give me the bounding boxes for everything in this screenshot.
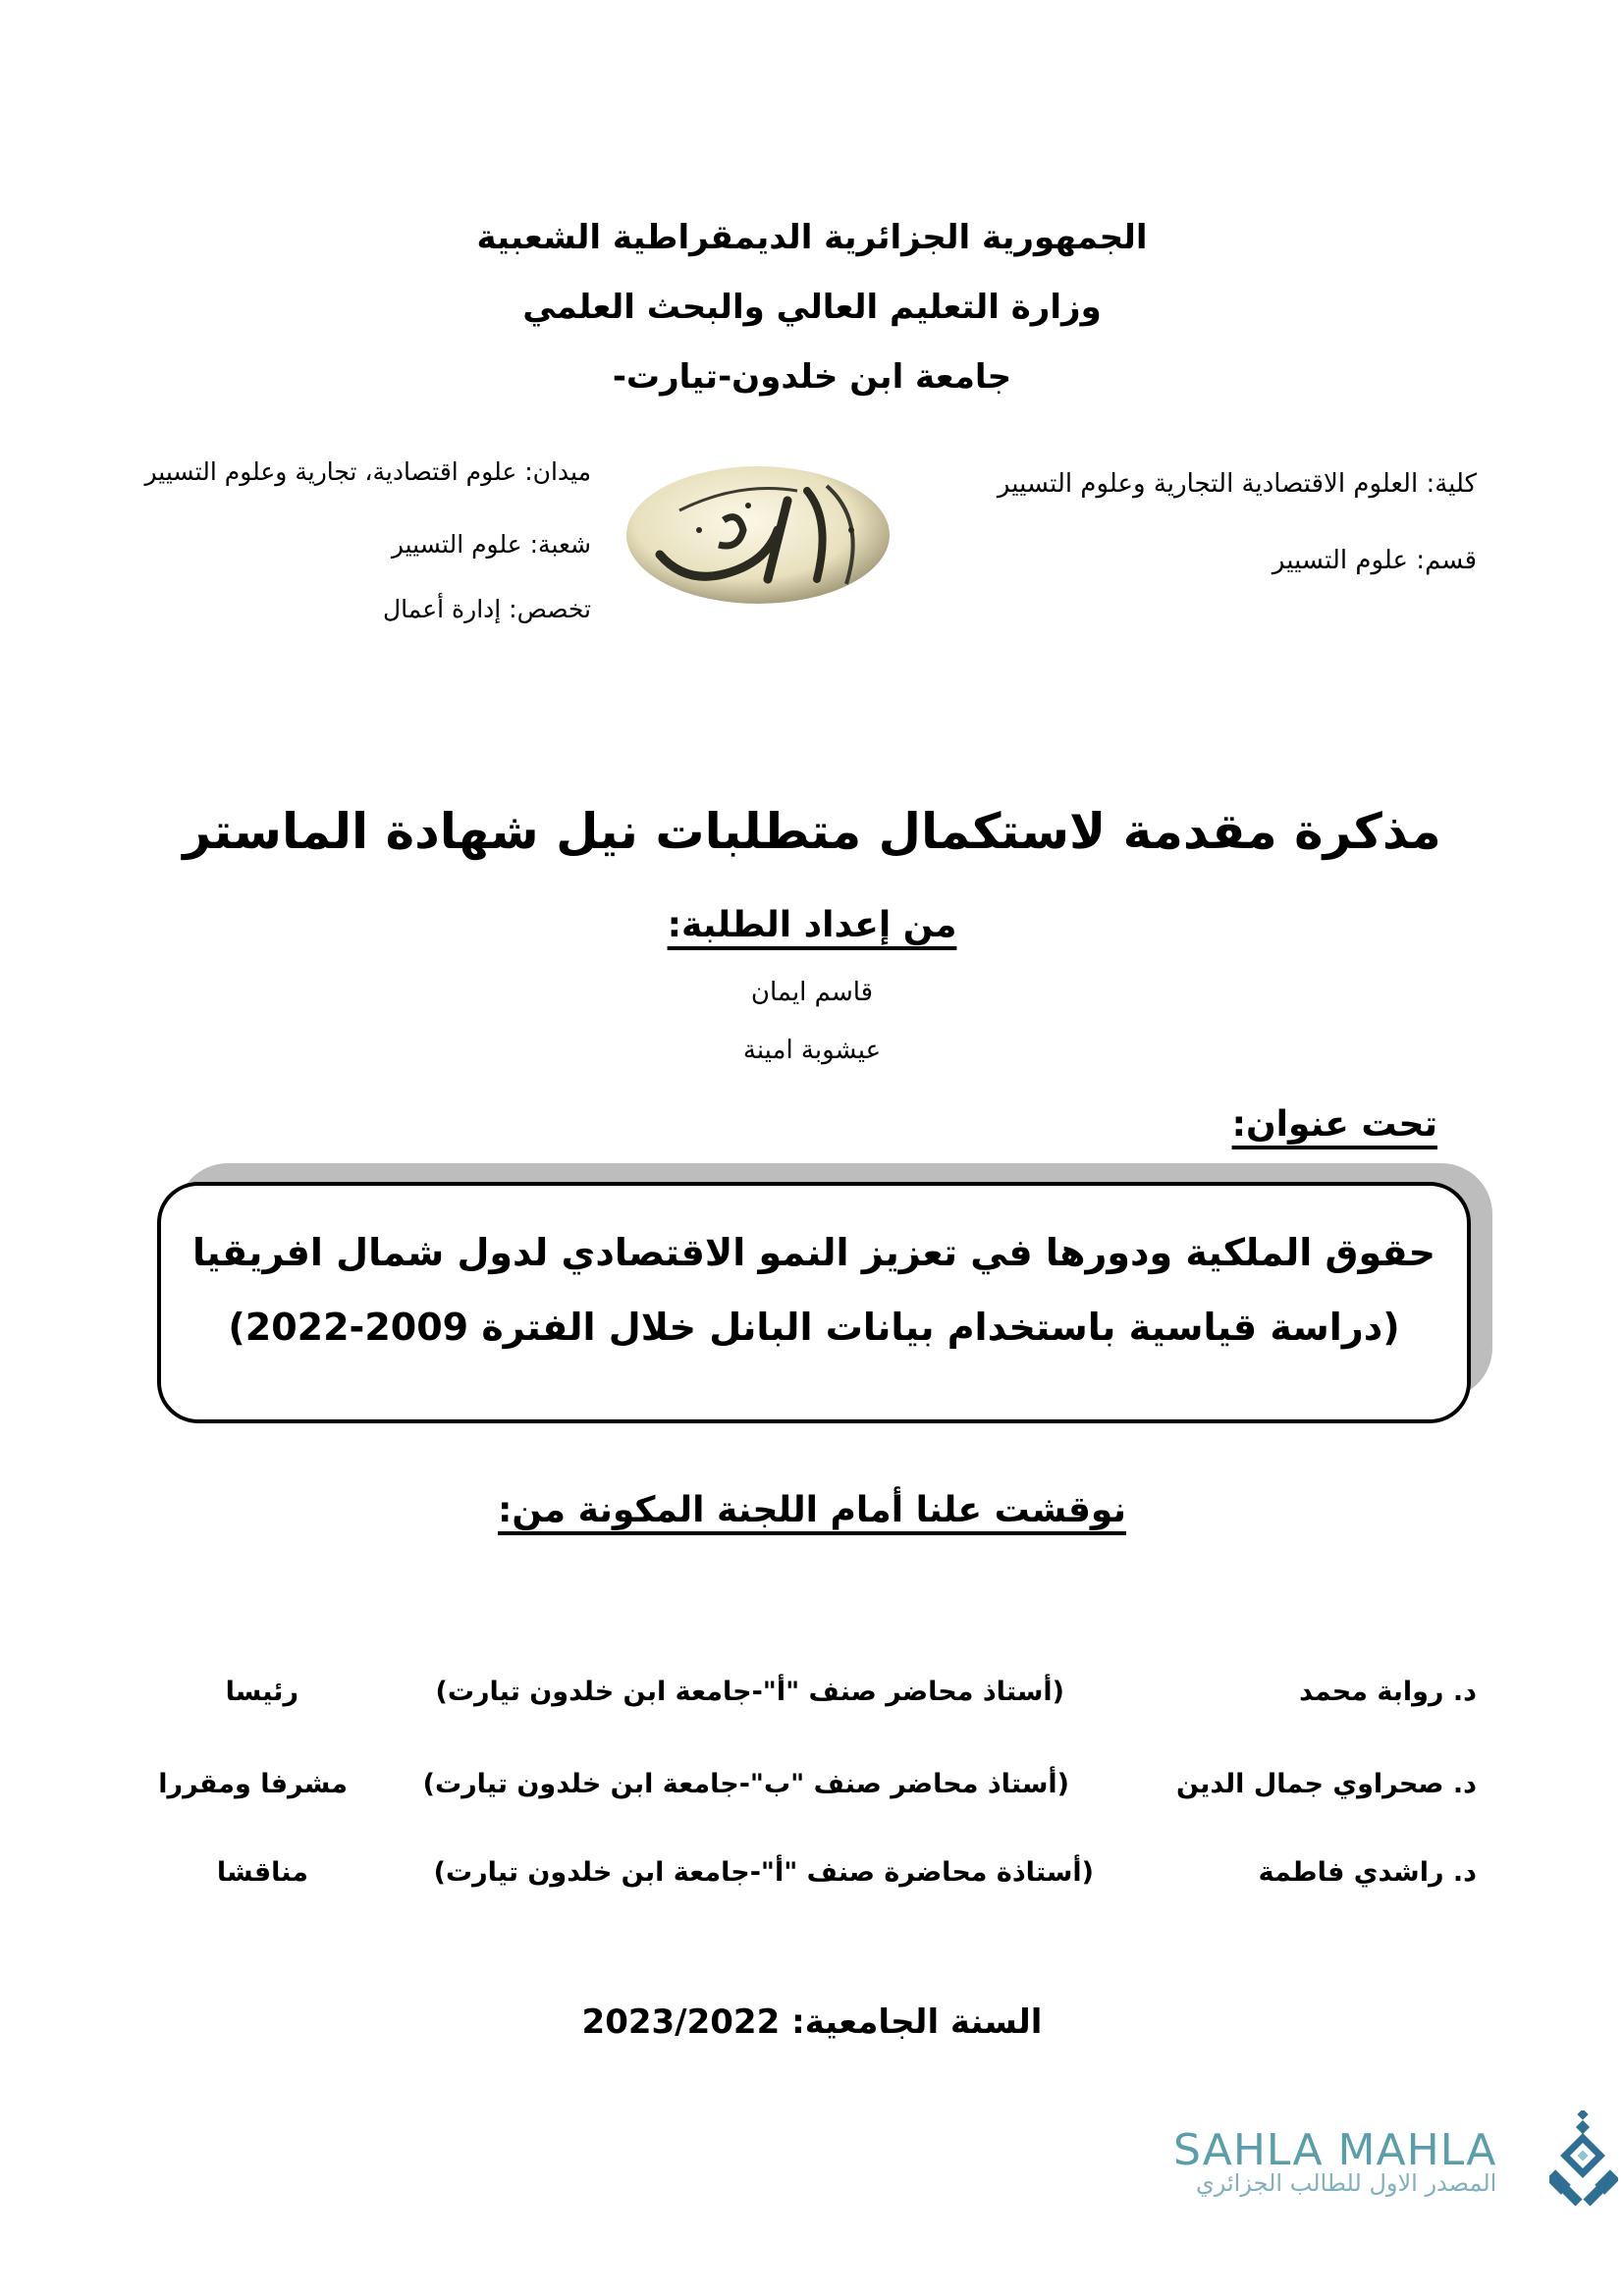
university-seal-logo-icon xyxy=(621,461,895,609)
prepared-by-label: من إعداد الطلبة: xyxy=(667,905,957,945)
memo-title: مذكرة مقدمة لاستكمال متطلبات نيل شهادة الماستر xyxy=(183,803,1441,860)
committee-row xyxy=(0,1677,1624,1716)
member-name: د. راشدي فاطمة xyxy=(1258,1857,1477,1888)
member-rank: (أستاذ محاضر صنف "أ"-جامعة ابن خلدون تيارت) xyxy=(435,1677,1064,1707)
member-name: د. روابة محمد xyxy=(1299,1677,1477,1707)
header-university: جامعة ابن خلدون-تيارت- xyxy=(612,357,1012,397)
specialty-label: تخصص: إدارة أعمال xyxy=(382,595,591,623)
field-label: ميدان: علوم اقتصادية، تجارية وعلوم التسيير xyxy=(144,457,591,486)
student-name-2: عيشوبة امينة xyxy=(742,1036,882,1065)
header-republic: الجمهورية الجزائرية الديمقراطية الشعبية xyxy=(476,218,1148,257)
header-ministry: وزارة التعليم العالي والبحث العلمي xyxy=(522,288,1102,327)
faculty-label: كلية: العلوم الاقتصادية التجارية وعلوم التسيير xyxy=(997,469,1477,499)
thesis-title-line-2: (دراسة قياسية باستخدام بيانات البانل خلال الفترة 2009-2022) xyxy=(228,1306,1400,1349)
member-role: مناقشا xyxy=(216,1857,308,1888)
student-name-1: قاسم ايمان xyxy=(750,978,874,1007)
thesis-title-box xyxy=(157,1182,1471,1423)
brand-name: SAHLA MAHLA xyxy=(1173,2125,1497,2175)
committee-row xyxy=(0,1857,1624,1896)
department-label: قسم: علوم التسيير xyxy=(1272,546,1477,575)
academic-year: السنة الجامعية: 2023/2022 xyxy=(581,2002,1043,2042)
member-rank: (أستاذ محاضر صنف "ب"-جامعة ابن خلدون تيارت) xyxy=(422,1769,1069,1799)
sahla-mahla-watermark xyxy=(1173,2125,1496,2197)
branch-label: شعبة: علوم التسيير xyxy=(391,530,591,559)
committee-row xyxy=(0,1769,1624,1808)
brand-tagline: المصدر الاول للطالب الجزائري xyxy=(1195,2169,1497,2197)
under-title-label: تحت عنوان: xyxy=(1231,1104,1437,1145)
sahla-mahla-logo-icon xyxy=(1549,2110,1618,2218)
committee-label: نوقشت علنا أمام اللجنة المكونة من: xyxy=(497,1490,1127,1530)
member-name: د. صحراوي جمال الدين xyxy=(1176,1769,1477,1799)
thesis-title-line-1: حقوق الملكية ودورها في تعزيز النمو الاقتصادي لدول شمال افريقيا xyxy=(191,1231,1436,1274)
member-role: مشرفا ومقررا xyxy=(158,1769,348,1799)
member-rank: (أستاذة محاضرة صنف "أ"-جامعة ابن خلدون تيارت) xyxy=(433,1857,1094,1888)
member-role: رئيسا xyxy=(225,1677,298,1707)
